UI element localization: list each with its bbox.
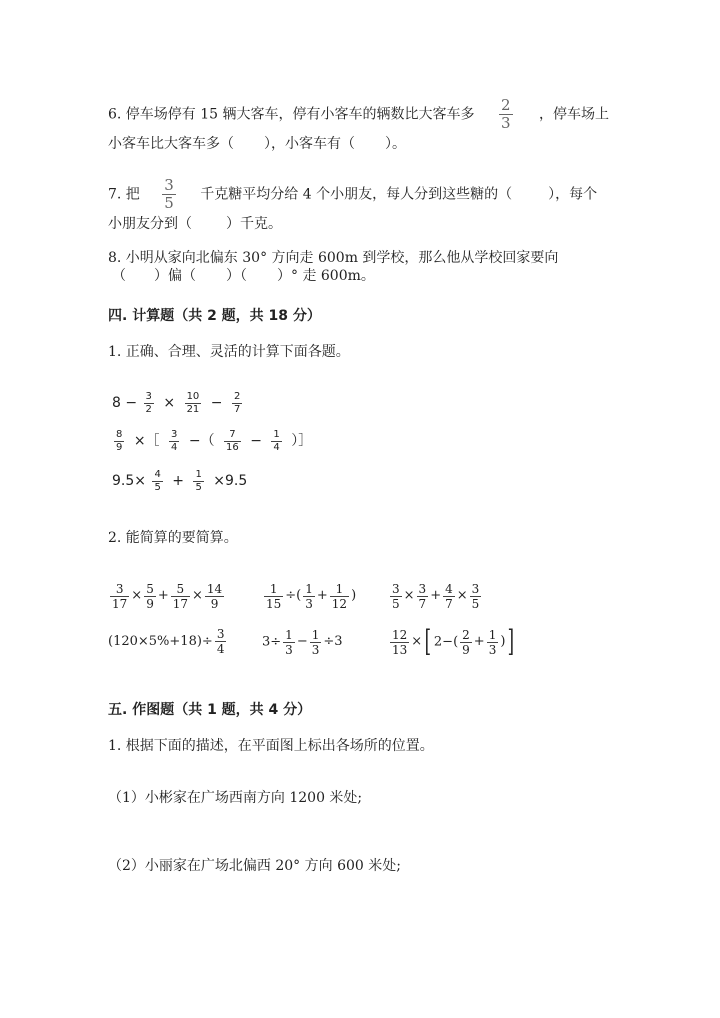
- question-6-line-1: [108, 98, 609, 131]
- fraction: [487, 629, 499, 656]
- fraction-numerator: 8: [116, 428, 123, 440]
- question-6-line-2: [108, 134, 406, 154]
- operator: ×: [456, 588, 468, 603]
- fraction-denominator: 5: [392, 596, 400, 611]
- question-8-line-1: [108, 248, 558, 268]
- fraction-denominator: 3: [311, 642, 320, 657]
- fraction-numerator: 1: [488, 627, 497, 642]
- question-6-text-end: ，停车场上: [538, 106, 609, 123]
- operator: ×: [403, 588, 415, 603]
- operator: ×［: [133, 433, 160, 449]
- section-5-item-1: （1）小彬家在广场西南方向 1200 米处;: [108, 790, 363, 806]
- fraction-numerator: 5: [171, 583, 190, 597]
- fraction-denominator: 7: [233, 403, 241, 415]
- expression-3: [112, 466, 250, 496]
- fraction-denominator: 7: [445, 596, 453, 611]
- fraction: [443, 583, 455, 610]
- operator: +: [430, 588, 442, 603]
- fraction-numerator: 1: [195, 468, 202, 480]
- section-5-q1-title: 1. 根据下面的描述，在平面图上标出各场所的位置。: [108, 738, 434, 754]
- fraction-numerator: 3: [471, 581, 480, 596]
- fraction: [110, 583, 129, 610]
- fraction-denominator: 9: [146, 596, 154, 611]
- right-bracket: ]: [508, 624, 515, 659]
- fraction-numerator: 3: [164, 176, 174, 194]
- fraction-denominator: 3: [285, 642, 293, 657]
- fraction-numerator: 10: [186, 390, 200, 402]
- fraction-numerator: 1: [305, 581, 313, 596]
- fraction: [171, 583, 190, 610]
- expr-text: 9.5×: [112, 473, 146, 489]
- fraction: [185, 392, 202, 415]
- fraction: [390, 583, 402, 610]
- expression-g2: [262, 578, 356, 615]
- q6-text-b: ），小客车有（: [264, 136, 355, 152]
- fraction: [215, 628, 227, 655]
- fraction-numerator: 1: [264, 583, 283, 597]
- expression-g5: [262, 624, 343, 661]
- fraction-denominator: 7: [418, 596, 427, 611]
- expression-g1: [108, 578, 226, 615]
- fraction-numerator: 1: [273, 428, 280, 440]
- fraction-numerator: 1: [311, 627, 320, 642]
- q8-text-d: ）° 走 600m。: [277, 268, 375, 284]
- operator: −: [296, 634, 308, 649]
- fraction: [264, 583, 283, 610]
- q7-text-b: 千克糖平均分给 4 个小朋友，每人分到这些糖的（: [200, 186, 513, 203]
- fraction-numerator: 3: [145, 390, 152, 402]
- expr-text: 2−(: [433, 634, 459, 650]
- section-5-item-2: （2）小丽家在广场北偏西 20° 方向 600 米处;: [108, 858, 401, 874]
- expression-g4: [108, 624, 228, 660]
- q7-text-c: ），每个: [548, 186, 598, 203]
- fraction-denominator: 5: [471, 596, 480, 611]
- fraction-denominator: 5: [154, 481, 161, 493]
- question-6-fraction: [499, 98, 513, 131]
- operator: −（: [188, 433, 215, 449]
- fraction: [417, 583, 429, 610]
- section-4-title: 四. 计算题（共 2 题，共 18 分）: [108, 308, 321, 324]
- fraction-numerator: 1: [285, 627, 293, 642]
- section-4-q2-title: 2. 能简算的要简算。: [108, 530, 238, 546]
- fraction-denominator: 4: [171, 441, 178, 453]
- expr-text: (120×5%+18)÷: [108, 634, 213, 649]
- q8-text: 8. 小明从家向北偏东 30° 方向走 600m 到学校，那么他从学校回家要向: [108, 250, 559, 266]
- operator: ×: [163, 395, 176, 411]
- question-7-line-2: [108, 214, 282, 234]
- fraction-numerator: 2: [500, 96, 511, 114]
- fraction: [169, 430, 179, 453]
- operator: +: [172, 473, 185, 489]
- q8-text-a: （: [112, 268, 126, 284]
- expression-2: [112, 426, 315, 456]
- q8-text-b: ）偏（: [154, 268, 196, 284]
- fraction: [460, 629, 472, 656]
- fraction-denominator: 3: [500, 114, 511, 132]
- fraction: [114, 430, 124, 453]
- q7-text-e: ）千克。: [226, 216, 282, 232]
- fraction-denominator: 17: [172, 596, 189, 611]
- fraction-numerator: 3: [110, 583, 129, 597]
- operator: ÷(: [285, 588, 302, 603]
- fraction-denominator: 13: [392, 642, 408, 657]
- fraction-denominator: 9: [462, 642, 470, 657]
- fraction-denominator: 4: [216, 642, 225, 656]
- operator: ×: [192, 588, 203, 603]
- fraction-numerator: 4: [445, 581, 453, 596]
- operator: ×: [411, 634, 423, 649]
- fraction: [144, 392, 154, 415]
- fraction-numerator: 1: [330, 583, 349, 597]
- fraction: [271, 430, 281, 453]
- expression-1: [112, 388, 244, 418]
- operator: −: [210, 395, 223, 411]
- operator: ×: [131, 588, 143, 603]
- operator: ×9.5: [213, 473, 248, 489]
- fraction: [390, 629, 409, 656]
- left-bracket: [: [424, 624, 432, 659]
- fraction-denominator: 16: [226, 441, 239, 453]
- expression-g3: [388, 578, 483, 615]
- fraction-numerator: 3: [216, 627, 225, 641]
- expression-g6: [388, 624, 517, 661]
- fraction-numerator: 14: [206, 581, 223, 596]
- q7-text-a: 7. 把: [108, 186, 140, 203]
- fraction-numerator: 3: [392, 581, 400, 596]
- fraction-denominator: 5: [195, 481, 202, 493]
- fraction: [283, 629, 295, 656]
- section-4-q1-title: 1. 正确、合理、灵活的计算下面各题。: [108, 344, 350, 360]
- fraction-numerator: 4: [154, 468, 161, 480]
- operator: ): [351, 588, 357, 603]
- fraction-denominator: 15: [266, 596, 282, 611]
- question-7-fraction: [162, 178, 176, 211]
- fraction-numerator: 5: [146, 581, 154, 596]
- fraction: [470, 583, 482, 610]
- fraction: [193, 470, 203, 493]
- fraction-denominator: 4: [273, 441, 280, 453]
- q6-text-c: ）。: [385, 136, 406, 152]
- section-5-title: 五. 作图题（共 1 题，共 4 分）: [108, 702, 312, 718]
- question-6-text: 6. 停车场停有 15 辆大客车，停有小客车的辆数比大客车多: [108, 106, 475, 123]
- fraction-denominator: 17: [112, 596, 128, 611]
- operator: ÷3: [323, 634, 343, 649]
- fraction-numerator: 2: [462, 627, 470, 642]
- fraction: [330, 583, 349, 610]
- fraction-denominator: 3: [305, 596, 313, 611]
- fraction-numerator: 3: [171, 428, 178, 440]
- fraction: [152, 470, 162, 493]
- operator: +: [157, 588, 169, 603]
- fraction-denominator: 5: [164, 194, 174, 212]
- fraction: [205, 583, 224, 610]
- fraction-denominator: 21: [186, 403, 200, 415]
- fraction: [144, 583, 156, 610]
- fraction-denominator: 9: [210, 596, 219, 611]
- q6-text-a: 小客车比大客车多（: [108, 136, 234, 152]
- question-7-line-1: [108, 178, 597, 211]
- expr-text: 8 −: [112, 395, 138, 411]
- expr-text: 3÷: [262, 634, 282, 650]
- fraction-denominator: 12: [331, 596, 348, 611]
- fraction: [224, 430, 241, 453]
- fraction-denominator: 2: [145, 403, 152, 415]
- fraction-numerator: 12: [392, 627, 408, 642]
- operator: +: [473, 634, 485, 649]
- operator: +: [316, 588, 328, 603]
- fraction-numerator: 2: [233, 390, 241, 402]
- fraction-numerator: 3: [418, 581, 427, 596]
- fraction: [232, 392, 242, 415]
- question-8-line-2: [112, 266, 375, 286]
- fraction: [310, 629, 322, 656]
- operator: ): [500, 634, 506, 649]
- fraction: [303, 583, 315, 610]
- q8-text-c: ）（: [226, 268, 247, 284]
- operator: −: [250, 433, 262, 449]
- fraction-denominator: 3: [488, 642, 497, 657]
- q7-text-d: 小朋友分到（: [108, 216, 192, 232]
- operator: ）］: [291, 433, 313, 449]
- fraction-numerator: 7: [224, 430, 241, 442]
- fraction-denominator: 9: [116, 441, 123, 453]
